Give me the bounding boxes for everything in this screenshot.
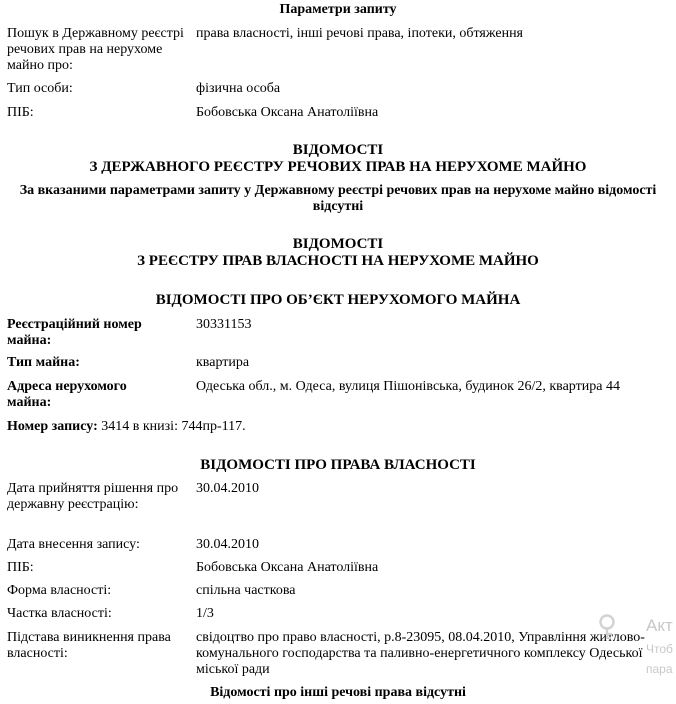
query-person-type-value: фізична особа (196, 81, 281, 96)
property-address-value: Одеська обл., м. Одеса, вулиця Пішонівська, будинок 26/2, квартира 44 (196, 379, 620, 394)
rights-decision-date-label: Дата прийняття рішення про державну реєстрацію: (7, 481, 179, 512)
rights-name-label: ПІБ: (7, 560, 34, 575)
property-address-label: Адреса нерухомого майна: (7, 379, 127, 410)
query-person-type-label: Тип особи: (7, 81, 73, 96)
rights-basis-label: Підстава виникнення права власності: (7, 630, 171, 661)
query-name-value: Бобовська Оксана Анатоліївна (196, 105, 379, 120)
property-record-label: Номер запису: (7, 419, 98, 434)
state-registry-message: За вказаними параметрами запиту у Державному реєстрі речових прав на нерухоме майно відомості відсутні (19, 183, 657, 214)
watermark-line-3: пара (646, 662, 673, 676)
rights-entry-date-label: Дата внесення запису: (7, 537, 140, 552)
rights-name-value: Бобовська Оксана Анатоліївна (196, 560, 379, 575)
state-registry-heading-1: ВІДОМОСТІ (292, 142, 384, 158)
rights-share-value: 1/3 (196, 606, 214, 621)
ownership-registry-heading-1: ВІДОМОСТІ (292, 236, 384, 252)
property-reg-number-value: 30331153 (196, 317, 252, 332)
query-name-label: ПІБ: (7, 105, 34, 120)
state-registry-heading-2: З ДЕРЖАВНОГО РЕЄСТРУ РЕЧОВИХ ПРАВ НА НЕРУХОМЕ МАЙНО (89, 159, 587, 175)
query-title: Параметри запиту (279, 2, 397, 17)
rights-decision-date-value: 30.04.2010 (196, 481, 259, 496)
property-record (7, 419, 246, 435)
ownership-registry-heading-2: З РЕЄСТРУ ПРАВ ВЛАСНОСТІ НА НЕРУХОМЕ МАЙНО (137, 253, 539, 269)
property-record-value: 3414 в книзі: 744пр-117. (101, 419, 246, 434)
query-search-label: Пошук в Державному реєстрі речових прав на нерухоме майно про: (7, 26, 184, 73)
rights-ownership-form-value: спільна часткова (196, 583, 296, 598)
rights-entry-date-value: 30.04.2010 (196, 537, 259, 552)
watermark-line-2: Чтоб (646, 642, 673, 656)
key-icon (594, 614, 620, 640)
property-reg-number-label: Реєстраційний номер майна: (7, 317, 142, 348)
rights-basis-value: свідоцтво про право власності, р.8-23095, 08.04.2010, Управління житлово-комунального господарства та паливно-енергетичного комплексу Одеської міської ради (196, 630, 645, 677)
rights-share-label: Частка власності: (7, 606, 112, 621)
property-type-value: квартира (196, 355, 250, 370)
property-type-label: Тип майна: (7, 355, 80, 370)
watermark (594, 612, 676, 682)
property-title: ВІДОМОСТІ ПРО ОБ’ЄКТ НЕРУХОМОГО МАЙНА (155, 292, 521, 308)
rights-footer: Відомості про інші речові права відсутні (210, 685, 466, 700)
rights-ownership-form-label: Форма власності: (7, 583, 112, 598)
rights-title: ВІДОМОСТІ ПРО ПРАВА ВЛАСНОСТІ (200, 457, 476, 473)
watermark-line-1: Акт (646, 616, 673, 635)
query-search-value: права власності, інші речові права, іпотеки, обтяження (196, 26, 523, 41)
